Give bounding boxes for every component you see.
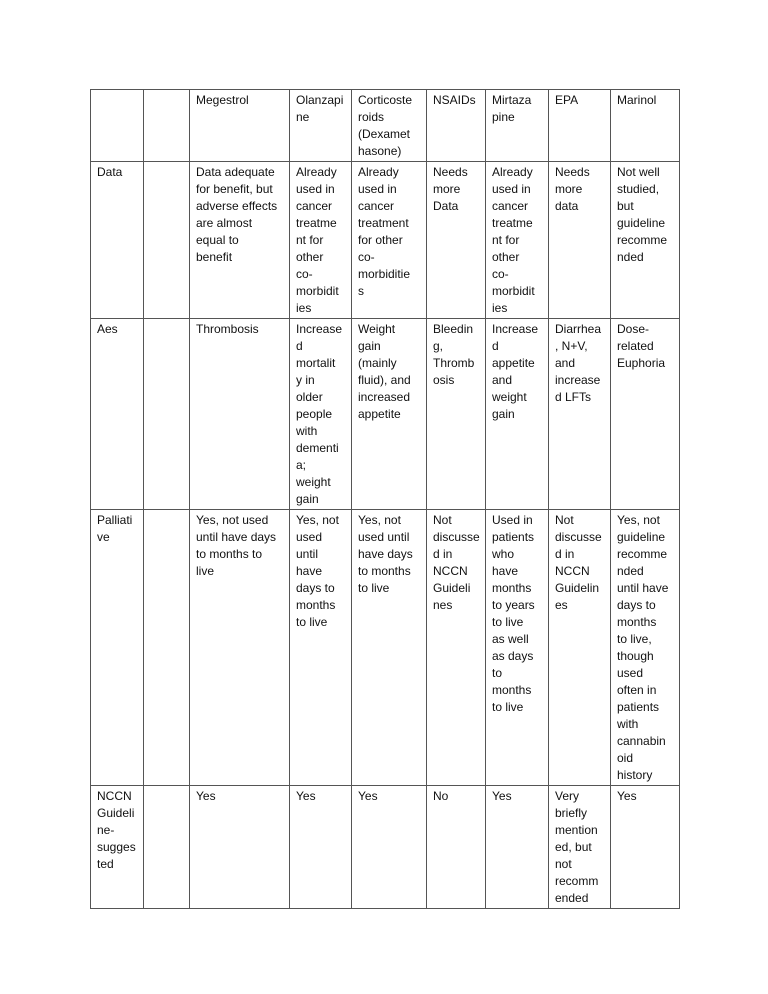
cell-line: pine (492, 110, 515, 124)
cell-line: nt for (296, 233, 324, 247)
cell-line: ies (492, 301, 508, 315)
row-label-nccn-guideline-suggested (91, 786, 144, 909)
cell-line: used (296, 530, 323, 544)
cell-line: months (296, 598, 336, 612)
cell-line: ted (97, 857, 114, 871)
cell-line (97, 92, 138, 109)
cell-line: discusse (555, 530, 602, 544)
cell-line: cannabin (617, 734, 666, 748)
row-label-palliative (91, 510, 144, 786)
table-body (91, 90, 680, 909)
cell-line: Already (358, 165, 399, 179)
cell-line: studied, (617, 182, 660, 196)
cell-line: Euphoria (617, 356, 666, 370)
cell-line: dementi (296, 441, 339, 455)
cell-line: Palliati (97, 513, 133, 527)
cell-data-nsaids (427, 162, 486, 319)
cell-line: d (296, 339, 303, 353)
cell-line: to live, (617, 632, 652, 646)
cell-line: as days (492, 649, 534, 663)
cell-line: Guideli (97, 806, 135, 820)
cell-line: live (196, 564, 215, 578)
cell-line: nded (617, 564, 644, 578)
cell-line: Guidelin (555, 581, 600, 595)
cell-line: Megestrol (196, 93, 249, 107)
cell-nccn-guideline-suggested-megestrol (190, 786, 290, 909)
cell-line: Yes (358, 789, 378, 803)
cell-line: briefly (555, 806, 588, 820)
header-megestrol (190, 90, 290, 162)
cell-line (150, 512, 184, 529)
cell-line: , N+V, (555, 339, 588, 353)
cell-line: co- (492, 267, 509, 281)
cell-line: Data (433, 199, 459, 213)
cell-line: used in (492, 182, 531, 196)
cell-nccn-guideline-suggested-epa (549, 786, 611, 909)
cell-line: morbiditie (358, 267, 411, 281)
cell-line: (Dexamet (358, 127, 411, 141)
cell-line: increase (555, 373, 601, 387)
cell-line: who (492, 547, 515, 561)
cell-line: roids (358, 110, 385, 124)
cell-line: though (617, 649, 654, 663)
cell-line: Thrombosis (196, 322, 259, 336)
cell-line: adverse effects (196, 199, 278, 213)
cell-line: weight (492, 390, 527, 404)
cell-line: months (617, 615, 657, 629)
cell-line: EPA (555, 93, 579, 107)
cell-line: ies (296, 301, 312, 315)
cell-line: Yes (617, 789, 637, 803)
cell-aes-olanzapine (290, 319, 352, 510)
cell-line: have (296, 564, 323, 578)
cell-line: weight (296, 475, 331, 489)
cell-line: to years (492, 598, 535, 612)
cell-line: cancer (296, 199, 333, 213)
cell-line: NCCN (433, 564, 468, 578)
cell-line: co- (296, 267, 313, 281)
cell-palliative-corticosteroids (352, 510, 427, 786)
cell-aes-mirtazapine (486, 319, 549, 510)
cell-line (150, 164, 184, 181)
cell-line: to months (358, 564, 411, 578)
cell-line: Increase (296, 322, 343, 336)
cell-line: data (555, 199, 579, 213)
cell-line: oid (617, 751, 634, 765)
cell-line: d LFTs (555, 390, 592, 404)
cell-line: Needs (433, 165, 468, 179)
cell-line: Yes, not used (196, 513, 269, 527)
cell-line: guideline (617, 530, 666, 544)
cell-palliative-megestrol (190, 510, 290, 786)
cell-line: cancer (358, 199, 395, 213)
cell-line: gain (358, 339, 381, 353)
cell-line: NCCN (555, 564, 590, 578)
cell-aes-nsaids (427, 319, 486, 510)
cell-line: Yes (492, 789, 512, 803)
cell-line: discusse (433, 530, 480, 544)
cell-palliative-mirtazapine (486, 510, 549, 786)
cell-line: Very (555, 789, 580, 803)
cell-line: Already (296, 165, 337, 179)
cell-line: Not (433, 513, 452, 527)
cell-line (150, 321, 184, 338)
cell-line: until have days (196, 530, 277, 544)
cell-line: to live (492, 615, 524, 629)
cell-nccn-guideline-suggested-mirtazapine (486, 786, 549, 909)
cell-line: but (617, 199, 634, 213)
cell-line: as well (492, 632, 529, 646)
cell-line: used (617, 666, 644, 680)
cell-line: gain (492, 407, 515, 421)
cell-palliative-marinol (611, 510, 680, 786)
cell-line: used in (358, 182, 397, 196)
cell-aes-blank (144, 319, 190, 510)
cell-data-marinol (611, 162, 680, 319)
cell-line: Yes (196, 789, 216, 803)
cell-line: Guideli (433, 581, 471, 595)
cell-line: to (492, 666, 503, 680)
cell-line: a; (296, 458, 307, 472)
comparison-table (90, 89, 680, 909)
cell-aes-epa (549, 319, 611, 510)
cell-line: other (296, 250, 324, 264)
cell-line: to live (492, 700, 524, 714)
header-cell-blank-2 (144, 90, 190, 162)
cell-line: older (296, 390, 323, 404)
cell-line: es (555, 598, 568, 612)
table-row-aes (91, 319, 680, 510)
cell-line: recomme (617, 233, 668, 247)
cell-line: morbidit (296, 284, 339, 298)
row-label-aes (91, 319, 144, 510)
cell-data-corticosteroids (352, 162, 427, 319)
cell-line: treatme (492, 216, 533, 230)
cell-line: people (296, 407, 333, 421)
cell-line: Already (492, 165, 533, 179)
cell-line: nded (617, 250, 644, 264)
cell-line: fluid), and (358, 373, 411, 387)
cell-line: Increase (492, 322, 539, 336)
cell-line: not (555, 857, 572, 871)
cell-line: g, (433, 339, 444, 353)
cell-line: Dose- (617, 322, 650, 336)
header-olanzapine (290, 90, 352, 162)
cell-line: equal to (196, 233, 239, 247)
cell-line: months (492, 683, 532, 697)
cell-line: related (617, 339, 654, 353)
cell-line: Data adequate (196, 165, 275, 179)
cell-palliative-epa (549, 510, 611, 786)
cell-line: y in (296, 373, 315, 387)
cell-line: increased (358, 390, 411, 404)
cell-nccn-guideline-suggested-olanzapine (290, 786, 352, 909)
cell-line: nt for (492, 233, 520, 247)
cell-line: s (358, 284, 364, 298)
cell-line: ne (296, 110, 310, 124)
header-epa (549, 90, 611, 162)
cell-line: appetite (358, 407, 401, 421)
cell-line: ed, but (555, 840, 592, 854)
cell-line: and (492, 373, 513, 387)
cell-nccn-guideline-suggested-blank (144, 786, 190, 909)
table-row-palliative (91, 510, 680, 786)
cell-line: Weight (358, 322, 396, 336)
cell-line: Not well (617, 165, 660, 179)
cell-data-olanzapine (290, 162, 352, 319)
cell-line: days to (617, 598, 656, 612)
header-mirtazapine (486, 90, 549, 162)
cell-line: Yes, not (358, 513, 401, 527)
cell-line: NSAIDs (433, 93, 476, 107)
cell-line: until (296, 547, 319, 561)
cell-line: Yes (296, 789, 316, 803)
cell-line: have (492, 564, 519, 578)
cell-data-megestrol (190, 162, 290, 319)
table-row-nccn-guideline-suggested (91, 786, 680, 909)
cell-line: recomme (617, 547, 668, 561)
cell-nccn-guideline-suggested-corticosteroids (352, 786, 427, 909)
cell-line: more (555, 182, 583, 196)
cell-line: Data (97, 165, 123, 179)
cell-line: Marinol (617, 93, 657, 107)
cell-line: days to (296, 581, 335, 595)
cell-nccn-guideline-suggested-marinol (611, 786, 680, 909)
cell-line: other (492, 250, 520, 264)
cell-line: Diarrhea (555, 322, 602, 336)
cell-line: for benefit, but (196, 182, 273, 196)
cell-line: cancer (492, 199, 529, 213)
cell-palliative-blank (144, 510, 190, 786)
cell-line: and (555, 356, 576, 370)
cell-line: guideline (617, 216, 666, 230)
cell-line: patients (617, 700, 660, 714)
cell-line: d (492, 339, 499, 353)
cell-line: with (617, 717, 639, 731)
cell-line: Aes (97, 322, 118, 336)
cell-line: Yes, not (617, 513, 660, 527)
cell-line: Yes, not (296, 513, 339, 527)
cell-line: more (433, 182, 461, 196)
header-cell-blank-1 (91, 90, 144, 162)
cell-data-blank (144, 162, 190, 319)
cell-line: sugges (97, 840, 136, 854)
header-corticosteroids (352, 90, 427, 162)
cell-line: benefit (196, 250, 233, 264)
cell-line: history (617, 768, 653, 782)
cell-line (150, 788, 184, 805)
cell-line (150, 92, 184, 109)
cell-line: (mainly (358, 356, 397, 370)
cell-palliative-olanzapine (290, 510, 352, 786)
cell-aes-megestrol (190, 319, 290, 510)
cell-line: recomm (555, 874, 599, 888)
cell-line: Needs (555, 165, 590, 179)
cell-line: Thromb (433, 356, 475, 370)
cell-line: to live (296, 615, 328, 629)
cell-line: Not (555, 513, 574, 527)
cell-line: NCCN (97, 789, 132, 803)
cell-line: often in (617, 683, 657, 697)
header-nsaids (427, 90, 486, 162)
cell-line: nes (433, 598, 453, 612)
cell-data-mirtazapine (486, 162, 549, 319)
cell-line: morbidit (492, 284, 535, 298)
header-row (91, 90, 680, 162)
cell-line: mortalit (296, 356, 336, 370)
cell-line: Olanzapi (296, 93, 344, 107)
cell-aes-marinol (611, 319, 680, 510)
cell-line: Corticoste (358, 93, 413, 107)
cell-line: treatment (358, 216, 409, 230)
cell-line: hasone) (358, 144, 402, 158)
cell-line: have days (358, 547, 413, 561)
cell-line: patients (492, 530, 535, 544)
cell-line: used in (296, 182, 335, 196)
row-label-data (91, 162, 144, 319)
cell-line: osis (433, 373, 455, 387)
cell-line: until have (617, 581, 669, 595)
cell-line: ended (555, 891, 589, 905)
cell-line: Mirtaza (492, 93, 532, 107)
cell-line: mention (555, 823, 598, 837)
header-marinol (611, 90, 680, 162)
cell-line: Bleedin (433, 322, 474, 336)
cell-line: months (492, 581, 532, 595)
cell-line: d in (555, 547, 575, 561)
cell-line: to months to (196, 547, 263, 561)
cell-line: gain (296, 492, 319, 506)
cell-line: treatme (296, 216, 337, 230)
cell-line: for other (358, 233, 403, 247)
cell-palliative-nsaids (427, 510, 486, 786)
cell-line: ne- (97, 823, 115, 837)
cell-line: appetite (492, 356, 535, 370)
cell-nccn-guideline-suggested-nsaids (427, 786, 486, 909)
cell-line: are almost (196, 216, 253, 230)
cell-line: to live (358, 581, 390, 595)
cell-aes-corticosteroids (352, 319, 427, 510)
cell-line: ve (97, 530, 110, 544)
table-row-data (91, 162, 680, 319)
cell-line: d in (433, 547, 453, 561)
cell-line: No (433, 789, 449, 803)
cell-line: with (296, 424, 318, 438)
cell-line: Used in (492, 513, 533, 527)
cell-line: co- (358, 250, 375, 264)
cell-data-epa (549, 162, 611, 319)
cell-line: used until (358, 530, 410, 544)
